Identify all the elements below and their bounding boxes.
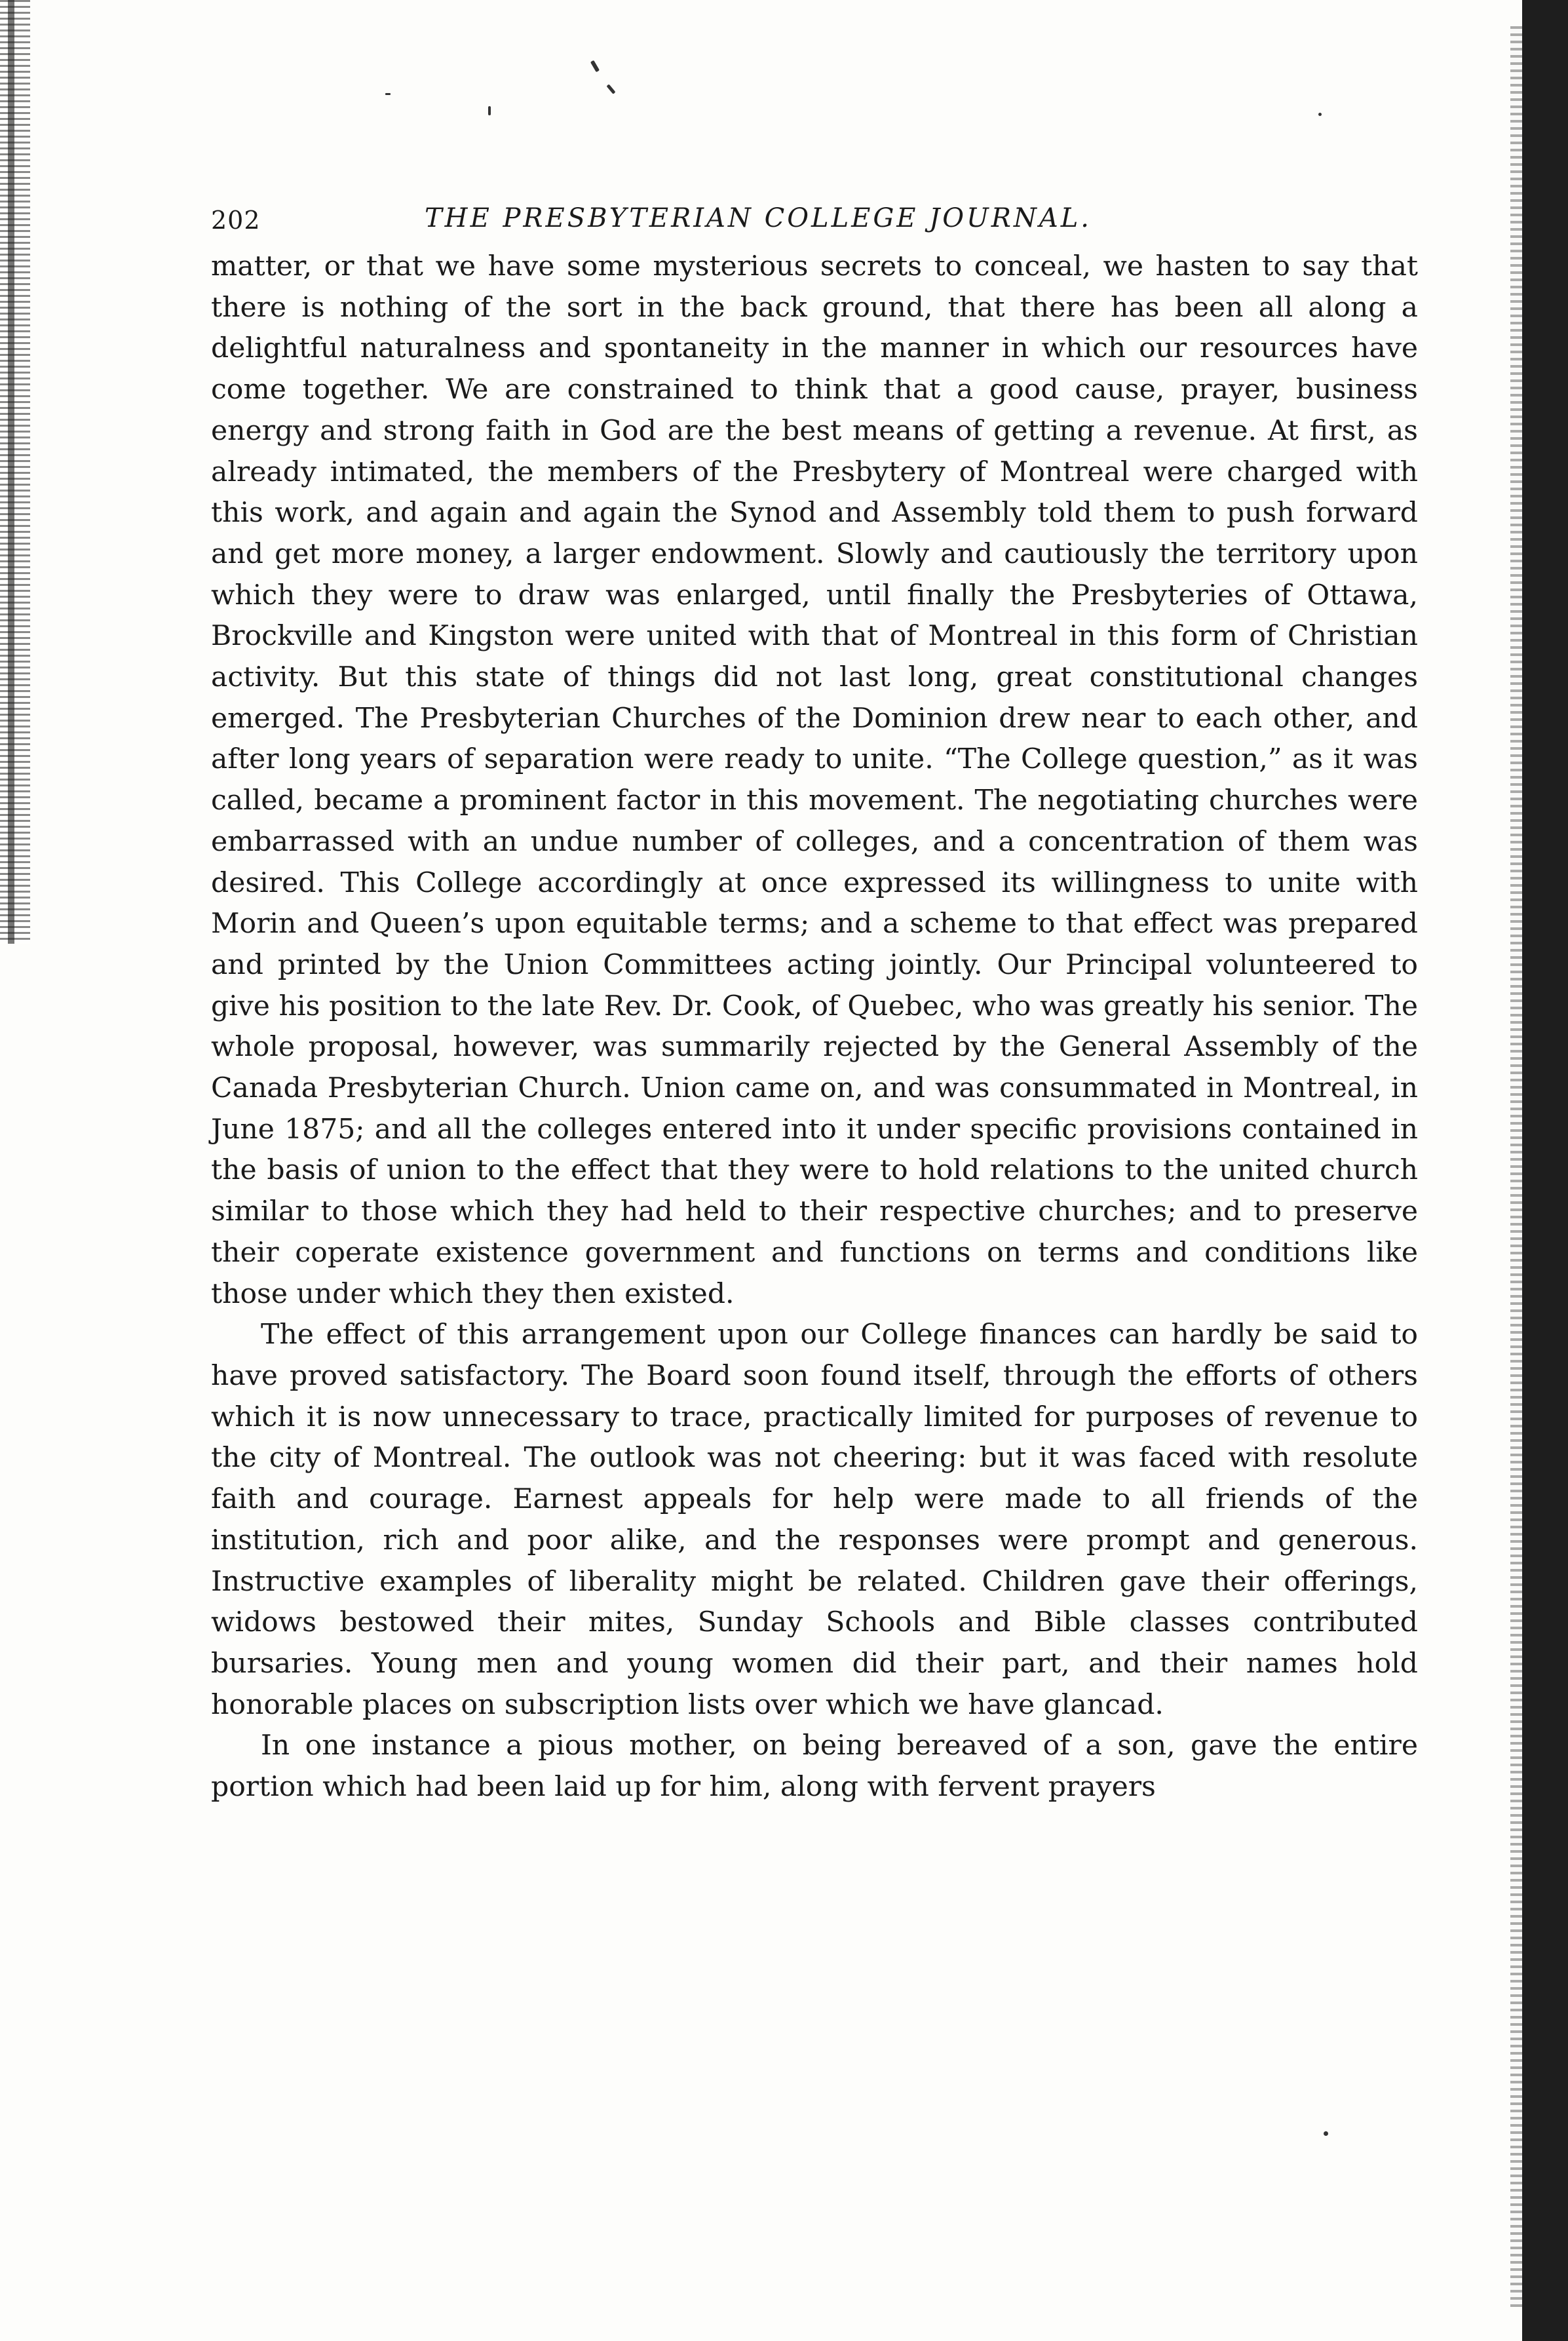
paragraph: In one instance a pious mother, on being bereaved of a son, gave the entire portion which had been laid up for him, along with fervent prayers [211, 1730, 1418, 1804]
paragraph: matter, or that we have some mysterious secrets to conceal, we hasten to say that there is nothing of the sort in the back ground, that there has been all along a delightful naturalness and spontaneity in the manner in which our resources have come together. We are constrained to think that a good cause, prayer, business energy and strong faith in God are the best means of getting a revenue. At first, as already intimated, the members of the Presbytery of Montreal were charged with this work, and again and again the Synod and Assembly told them to push forward and get more money, a larger endowment. Slowly and cautiously the territory upon which they were to draw was enlarged, until finally the Presbyteries of Ottawa, Brockville and Kingston were united with that of Montreal in this form of Christian activity. But this state of things did not last long, great constitutional changes emerged. The Presbyterian Churches of the Dominion drew near to each other, and after long years of separation were ready to unite. “The College question,” as it was called, became a prominent factor in this movement. The negotiating churches were embarrassed with an undue number of colleges, and a concentration of them was desired. This College accordingly at once expressed its willingness to unite with Morin and Queen’s upon equitable terms; and a scheme to that effect was prepared and printed by the Union Committees acting jointly. Our Principal volunteered to give his position to the late Rev. Dr. Cook, of Quebec, who was greatly his senior. The whole proposal, however, was summarily rejected by the General Assembly of the Canada Presbyterian Church. Union came on, and was consummated in Montreal, in June 1875; and all the colleges entered into it under specific provisions contained in the basis of union to the effect that they were to hold relations to the united church similar to those which they had held to their respective churches; and to preserve their coperate existence government and functions on terms and conditions like those under which they then existed. [211, 250, 1418, 1310]
left-binding-line [8, 0, 14, 944]
page-number: 202 [211, 206, 261, 235]
right-dark-edge [1522, 0, 1568, 2341]
body-text [211, 246, 1418, 1808]
scan-speck [1318, 113, 1322, 116]
paragraph: The effect of this arrangement upon our College finances can hardly be said to have proved satisfactory. The Board soon found itself, through the efforts of others which it is now unnecessary to trace, practically limited for purposes of revenue to the city of Montreal. The outlook was not cheering: but it was faced with resolute faith and courage. Earnest appeals for help were made to all friends of the institution, rich and poor alike, and the responses were prompt and generous. Instructive examples of liberality might be related. Children gave their offerings, widows bestowed their mites, Sunday Schools and Bible classes contributed bursaries. Young men and young women did their part, and their names hold honorable places on subscription lists over which we have glancad. [211, 1319, 1418, 1721]
running-title: THE PRESBYTERIAN COLLEGE JOURNAL. [425, 203, 1092, 233]
scan-speck [606, 84, 615, 94]
left-binding-edge [0, 0, 30, 944]
scan-speck [590, 60, 600, 73]
scan-speck [385, 93, 391, 95]
page-header [211, 199, 1443, 245]
right-edge-noise [1510, 26, 1522, 2307]
scan-speck [488, 106, 491, 115]
scan-speck [1324, 2131, 1328, 2136]
